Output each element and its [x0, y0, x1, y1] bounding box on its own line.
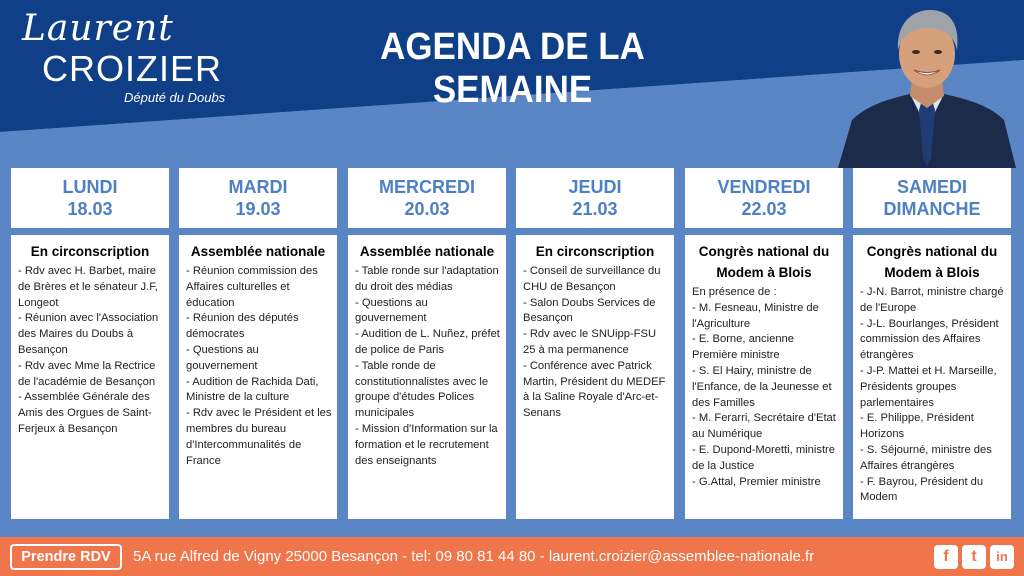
agenda-heading: Assemblée nationale [359, 244, 495, 259]
agenda-item: - S. El Hairy, ministre de l'Enfance, de la Jeunesse et des Familles [692, 364, 832, 409]
agenda-item: - Rdv avec le Président et les membres du bureau d'Intercommunalités de France [186, 407, 332, 467]
page-title: AGENDA DE LA SEMAINE [380, 26, 645, 111]
day-header [516, 168, 674, 228]
agenda-item: - J-N. Barrot, ministre chargé de l'Europe [860, 286, 1004, 314]
contact-info: 5A rue Alfred de Vigny 25000 Besançon - tel: 09 80 81 44 80 - laurent.croizier@assemblee-nationale.fr [133, 548, 815, 565]
day-header [179, 168, 337, 228]
agenda-item: - S. Séjourné, ministre des Affaires étrangères [860, 443, 992, 472]
twitter-glyph: t [971, 548, 977, 565]
day-name: JEUDI [568, 177, 622, 197]
day-agenda [348, 235, 506, 519]
day-date: 19.03 [235, 199, 281, 219]
day-date: 21.03 [572, 199, 618, 219]
agenda-item: - E. Dupond-Moretti, ministre de la Justice [692, 443, 835, 472]
agenda-item: En présence de : [692, 286, 777, 298]
agenda-heading: En circonscription [535, 244, 655, 259]
agenda-item: - Audition de L. Nuñez, préfet de police de Paris [355, 328, 500, 356]
agenda-item: - Table ronde sur l'adaptation du droit des médias [355, 265, 499, 293]
agenda-item: - Réunion commission des Affaires culturelles et éducation [186, 265, 318, 309]
footer-bar [0, 537, 1024, 576]
day-header [685, 168, 843, 228]
logo [12, 8, 227, 108]
agenda-heading: Congrès national du Modem à Blois [698, 244, 830, 280]
day-name: VENDREDI [717, 177, 811, 197]
agenda-item: - M. Ferarri, Secrétaire d'Etat au Numérique [692, 412, 836, 441]
linkedin-glyph: in [996, 549, 1008, 564]
agenda-item: - Conseil de surveillance du CHU de Besançon [523, 265, 661, 293]
agenda-item: - Salon Doubs Services de Besançon [523, 296, 656, 325]
agenda-item: - Questions au gouvernement [186, 343, 259, 372]
agenda-item: - Table ronde de constitutionnalistes avec le groupe d'études Polices municipales [355, 359, 489, 420]
day-agenda [685, 235, 843, 519]
agenda-heading: Congrès national du Modem à Blois [866, 244, 998, 280]
agenda-item: - F. Bayrou, Président du Modem [860, 475, 984, 504]
agenda-item: - Réunion des députés démocrates [186, 312, 299, 341]
day-name: MARDI [228, 177, 288, 197]
agenda-item: - Rdv avec le SNUipp-FSU 25 à ma permanence [523, 328, 657, 356]
day-name: SAMEDI [896, 177, 967, 197]
agenda-item: - Audition de Rachida Dati, Ministre de la culture [186, 375, 319, 404]
agenda-item: - Questions au gouvernement [355, 296, 428, 325]
day-date: 22.03 [741, 199, 787, 219]
day-name-2: DIMANCHE [883, 199, 981, 219]
agenda-item: - J-L. Bourlanges, Président commission des Affaires étrangères [860, 317, 999, 362]
agenda-item: - Rdv avec H. Barbet, maire de Brères et le sénateur J.F, Longeot [18, 265, 158, 309]
agenda-item: - Mission d'Information sur la formation et le recrutement des enseignants [355, 422, 498, 467]
agenda-item: - Réunion avec l'Association des Maires du Doubs à Besançon [18, 312, 159, 356]
agenda-item: - Conférence avec Patrick Martin, Président du MEDEF à la Saline Royale d'Arc-et-Senans [523, 359, 666, 420]
agenda-item: - E. Philippe, Président Horizons [860, 412, 974, 441]
agenda-item: - Assemblée Générale des Amis des Orgues de Saint-Ferjeux à Besançon [18, 391, 152, 435]
day-date: 20.03 [404, 199, 450, 219]
logo-surname: CROIZIER [42, 48, 223, 89]
agenda-heading: En circonscription [30, 244, 150, 259]
day-header [348, 168, 506, 228]
day-header [11, 168, 169, 228]
logo-script-name: Laurent [22, 8, 174, 49]
agenda-item: - J-P. Mattei et H. Marseille, Présidents groupes parlementaires [860, 364, 997, 409]
prendre-rdv-button[interactable]: Prendre RDV [10, 544, 122, 570]
twitter-icon[interactable] [962, 545, 986, 569]
day-header [853, 168, 1011, 228]
facebook-glyph: f [943, 548, 949, 565]
day-agenda [853, 235, 1011, 519]
facebook-icon[interactable] [934, 545, 958, 569]
day-date: 18.03 [67, 199, 113, 219]
agenda-item: - E. Borne, ancienne Première ministre [692, 333, 794, 362]
day-agenda [516, 235, 674, 519]
day-agenda [11, 235, 169, 519]
day-name: MERCREDI [378, 177, 475, 197]
day-name: LUNDI [62, 177, 118, 197]
logo-subtitle: Député du Doubs [124, 90, 226, 105]
agenda-item: - G.Attal, Premier ministre [692, 475, 821, 488]
agenda-heading: Assemblée nationale [190, 244, 326, 259]
agenda-item: - M. Fesneau, Ministre de l'Agriculture [692, 301, 819, 330]
day-agenda [179, 235, 337, 519]
deputy-portrait [838, 8, 1016, 168]
agenda-item: - Rdv avec Mme la Rectrice de l'académie de Besançon [18, 359, 156, 388]
linkedin-icon[interactable] [990, 545, 1014, 569]
